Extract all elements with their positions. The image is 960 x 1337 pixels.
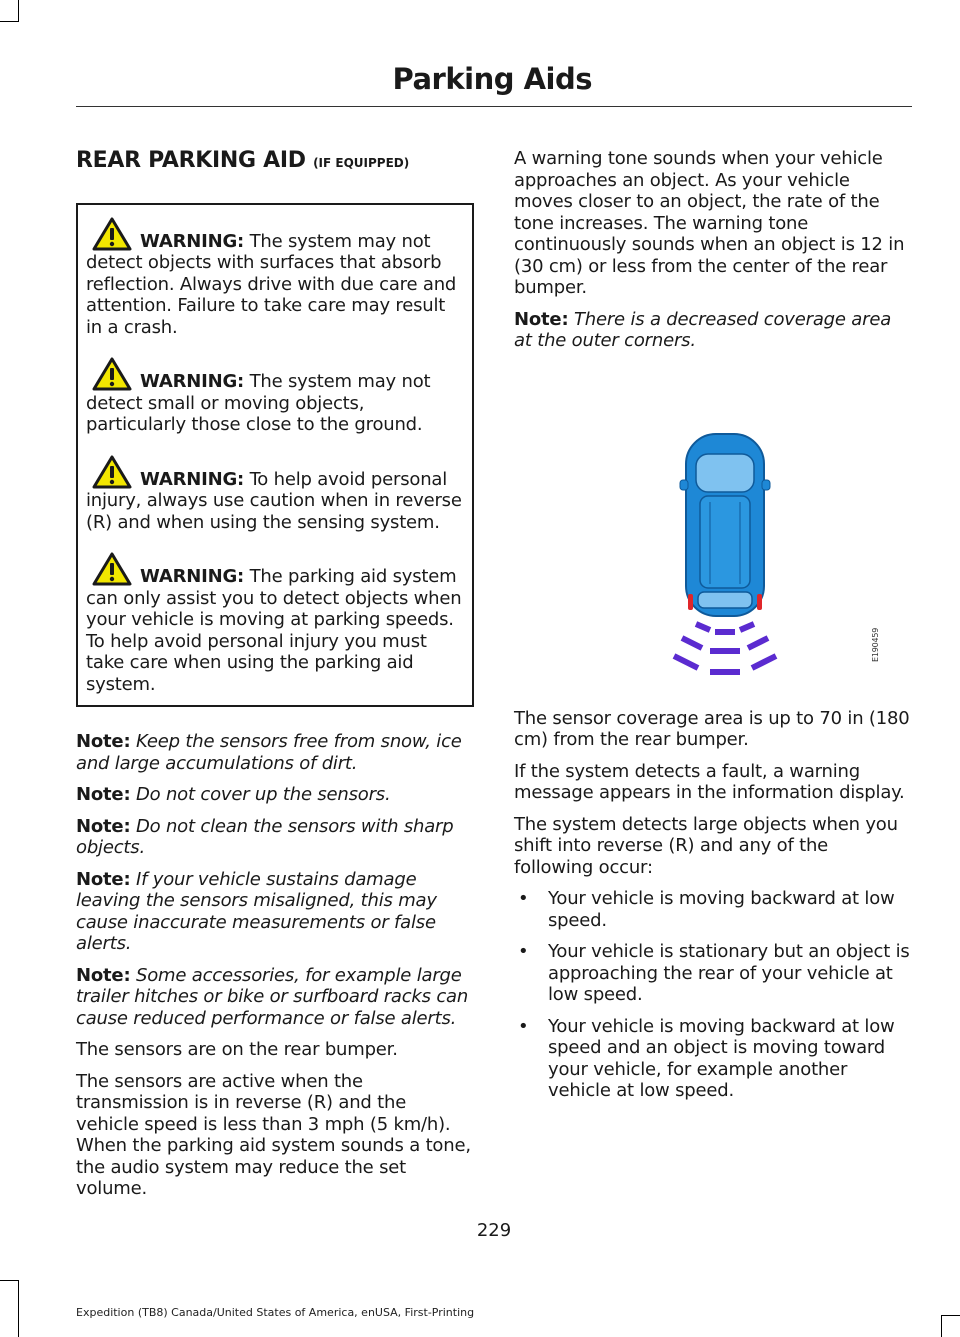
section-qualifier: (IF EQUIPPED)	[313, 156, 410, 170]
body-paragraph: If the system detects a fault, a warning message appears in the information display.	[514, 760, 905, 803]
warning-box	[76, 203, 474, 708]
body-paragraph: The sensors are active when the transmission is in reverse (R) and the vehicle speed is less than 3 mph (5 km/h). When the parking aid system sounds a tone, the audio system may reduce the set volume.	[76, 1070, 471, 1199]
note-lead: Note:	[76, 964, 131, 986]
note	[76, 869, 474, 955]
warning-triangle-icon	[92, 552, 132, 586]
body-paragraph: A warning tone sounds when your vehicle approaches an object. As your vehicle moves closer to an object, the rate of the tone increases. The warning tone continuously sounds when an object is 12 in (30 cm) or less from the center of the rear bumper.	[514, 148, 905, 298]
list-item	[514, 941, 910, 1006]
note-lead: Note:	[76, 784, 131, 805]
note-lead: Note:	[76, 731, 131, 752]
warning-text: To help avoid personal injury, always use caution when in reverse (R) and when using the sensing system.	[86, 468, 462, 533]
warning-item	[86, 357, 464, 436]
crop-mark	[941, 1315, 960, 1316]
bullet-list	[514, 888, 910, 1102]
body-paragraph: The system detects large objects when you shift into reverse (R) and any of the following occur:	[514, 813, 898, 878]
warning-text: The system may not detect small or moving objects, particularly those close to the ground.	[86, 371, 431, 435]
body-paragraph: The sensors are on the rear bumper.	[76, 1039, 398, 1060]
warning-lead: WARNING:	[140, 230, 245, 252]
page-number: 229	[476, 1220, 512, 1241]
left-column	[76, 150, 474, 1210]
note	[514, 309, 910, 352]
warning-lead: WARNING:	[140, 371, 245, 392]
note	[76, 784, 474, 806]
note	[76, 816, 474, 859]
crop-mark	[0, 1280, 19, 1281]
parking-sensor-figure	[514, 362, 910, 708]
list-item-text: Your vehicle is stationary but an object is approaching the rear of your vehicle at low speed.	[548, 941, 910, 1005]
list-item-text: Your vehicle is moving backward at low speed and an object is moving toward your vehicle, for example another vehicle at low speed.	[548, 1015, 895, 1101]
section-title: REAR PARKING AID	[76, 148, 306, 173]
note-text: Do not clean the sensors with sharp objects.	[76, 815, 454, 858]
figure-code: E190459	[871, 627, 880, 662]
page-title: Parking Aids	[392, 62, 592, 96]
crop-mark	[18, 1280, 19, 1337]
body-paragraph: The sensor coverage area is up to 70 in (180 cm) from the rear bumper.	[514, 707, 910, 750]
warning-triangle-icon	[92, 455, 132, 489]
warning-item	[86, 552, 464, 695]
list-item-text: Your vehicle is moving backward at low speed.	[548, 888, 895, 931]
list-item	[514, 888, 910, 931]
crop-mark	[0, 21, 19, 22]
note-text: Do not cover up the sensors.	[130, 784, 391, 805]
section-heading	[76, 150, 474, 175]
note	[76, 731, 474, 774]
crop-mark	[18, 0, 19, 22]
note-lead: Note:	[514, 308, 569, 330]
header-divider	[76, 106, 912, 107]
bullet-icon: •	[518, 941, 529, 962]
car-with-sensor-zones-illustration	[514, 362, 910, 708]
warning-item	[86, 217, 464, 339]
warning-text: The system may not detect objects with surfaces that absorb reflection. Always drive with due care and attention. Failure to take care may result in a crash.	[86, 230, 457, 338]
note	[76, 965, 474, 1030]
warning-text: The parking aid system can only assist you to detect objects when your vehicle is moving at parking speeds. To help avoid personal injury you must take care when using the parking aid system.	[86, 566, 462, 695]
warning-lead: WARNING:	[140, 566, 245, 587]
footer-text: Expedition (TB8) Canada/United States of America, enUSA, First-Printing	[76, 1306, 475, 1319]
note-text: There is a decreased coverage area at the outer corners.	[514, 308, 892, 351]
note-lead: Note:	[76, 815, 131, 837]
bullet-icon: •	[518, 888, 529, 909]
note-text: Some accessories, for example large trailer hitches or bike or surfboard racks can cause reduced performance or false alerts.	[76, 964, 469, 1029]
note-lead: Note:	[76, 868, 131, 890]
note-text: Keep the sensors free from snow, ice and large accumulations of dirt.	[76, 731, 462, 774]
bullet-icon: •	[518, 1015, 529, 1037]
crop-mark	[941, 1315, 942, 1337]
warning-lead: WARNING:	[140, 468, 245, 490]
list-item	[514, 1016, 910, 1102]
warning-triangle-icon	[92, 357, 132, 391]
note-text: If your vehicle sustains damage leaving the sensors misaligned, this may cause inaccurate measurements or false alerts.	[76, 868, 437, 954]
right-column	[514, 148, 910, 1112]
warning-item	[86, 455, 464, 534]
warning-triangle-icon	[92, 217, 132, 251]
